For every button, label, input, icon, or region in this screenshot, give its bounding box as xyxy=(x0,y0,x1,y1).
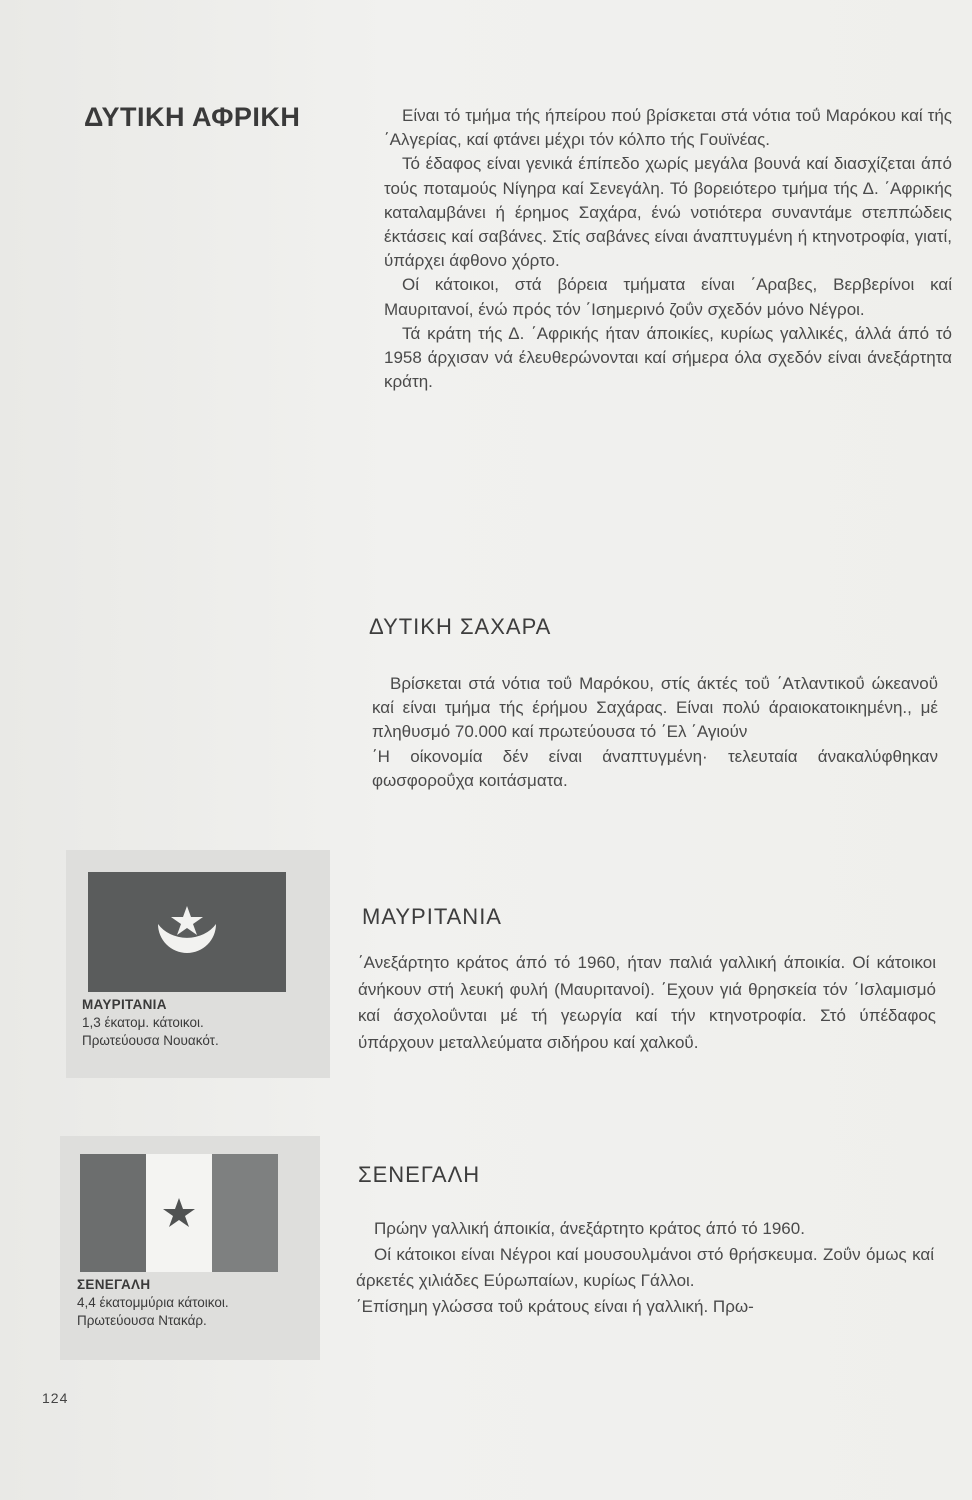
caption-capital: Πρωτεύουσα Νουακότ. xyxy=(82,1033,219,1048)
intro-text xyxy=(384,104,952,394)
intro-paragraph-3: Οί κάτοικοι, στά βόρεια τμήματα είναι ΄Αραβες, Βερβερίνοι καί Μαυριτανοί, ένώ πρός τόν ΄Ισημερινό ζοΰν σχεδόν μόνο Νέγροι. xyxy=(384,275,952,319)
crescent-star-flag-icon xyxy=(88,872,286,992)
page-number: 124 xyxy=(42,1390,69,1406)
senegal-text xyxy=(356,1216,934,1320)
mauritania-flag-card xyxy=(66,850,330,1078)
sahara-text xyxy=(372,672,938,793)
caption-country: ΣΕΝΕΓΑΛΗ xyxy=(77,1277,151,1292)
caption-capital: Πρωτεύουσα Ντακάρ. xyxy=(77,1313,207,1328)
mauritania-caption xyxy=(82,996,219,1050)
sahara-paragraph-2: ΄Η οίκονομία δέν είναι άναπτυγμένη· τελευταία άνακαλύφθηκαν φωσφοροΰχα κοιτάσματα. xyxy=(372,746,938,790)
senegal-caption xyxy=(77,1276,229,1330)
page-title: ΔΥΤΙΚΗ ΑΦΡΙΚΗ xyxy=(84,102,301,132)
section-title-mauritania: ΜΑΥΡΙΤΑΝΙΑ xyxy=(362,904,502,929)
senegal-paragraph-2: Οί κάτοικοι είναι Νέγροι καί μουσουλμάνοι στό θρήσκευμα. Ζοΰν όμως καί άρκετές χιλιάδες Εύρωπαίων, κυρίως Γάλλοι. xyxy=(356,1245,934,1290)
caption-population: 1,3 έκατομ. κάτοικοι. xyxy=(82,1015,204,1030)
senegal-paragraph-3: ΄Επίσημη γλώσσα τοΰ κράτους είναι ή γαλλική. Πρω- xyxy=(356,1297,754,1316)
tricolor-star-flag-icon xyxy=(80,1154,278,1272)
mauritania-text xyxy=(358,950,936,1056)
caption-country: ΜΑΥΡΙΤΑΝΙΑ xyxy=(82,997,167,1012)
section-title-sahara: ΔΥΤΙΚΗ ΣΑΧΑΡΑ xyxy=(369,614,552,639)
senegal-flag-card xyxy=(60,1136,320,1360)
senegal-paragraph-1: Πρώην γαλλική άποικία, άνεξάρτητο κράτος άπό τό 1960. xyxy=(374,1219,805,1238)
caption-population: 4,4 έκατομμύρια κάτοικοι. xyxy=(77,1295,229,1310)
intro-paragraph-4: Τά κράτη τής Δ. ΄Αφρικής ήταν άποικίες, κυρίως γαλλικές, άλλά άπό τό 1958 άρχισαν νά έλευθερώνονται καί σήμερα όλα σχεδόν είναι άνεξάρτητα κράτη. xyxy=(384,323,952,392)
mauritania-paragraph-1: ΄Ανεξάρτητο κράτος άπό τό 1960, ήταν παλιά γαλλική άποικία. Οί κάτοικοι άνήκουν στή λευκή φυλή (Μαυριτανοί). ΄Εχουν γιά θρησκεία τόν ΄Ισλαμισμό καί άσχολοΰνται μέ τή γεωργία καί τήν κτηνοτροφία. Στό ύπέδαφος ύπάρχουν μεταλλεύματα σιδήρου καί χαλκοΰ. xyxy=(358,953,936,1052)
section-title-senegal: ΣΕΝΕΓΑΛΗ xyxy=(358,1162,481,1187)
sahara-paragraph-1: Βρίσκεται στά νότια τοΰ Μαρόκου, στίς άκτές τοΰ ΄Ατλαντικοΰ ώκεανοΰ καί είναι τμήμα τής έρήμου Σαχάρας. Είναι πολύ άραιοκατοικημένη., μέ πληθυσμό 70.000 καί πρωτεύουσα τό ΄Ελ ΄Αγιούν xyxy=(372,674,938,742)
intro-paragraph-2: Τό έδαφος είναι γενικά έπίπεδο χωρίς μεγάλα βουνά καί διασχίζεται άπό τούς ποταμούς Νίγηρα καί Σενεγάλη. Τό βορειότερο τμήμα τής Δ. ΄Αφρικής καταλαμβάνει ή έρημος Σαχάρα, ένώ νοτιότερα συναντάμε στεππώδεις έκτάσεις καί σαβάνες. Στίς σαβάνες είναι άναπτυγμένη ή κτηνοτροφία, γιατί, ύπάρχει άφθονο χόρτο. xyxy=(384,154,952,271)
intro-paragraph-1: Είναι τό τμήμα τής ήπείρου πού βρίσκεται στά νότια τοΰ Μαρόκου καί τής ΄Αλγερίας, καί φτάνει μέχρι τόν κόλπο τής Γουϊνέας. xyxy=(384,106,952,150)
